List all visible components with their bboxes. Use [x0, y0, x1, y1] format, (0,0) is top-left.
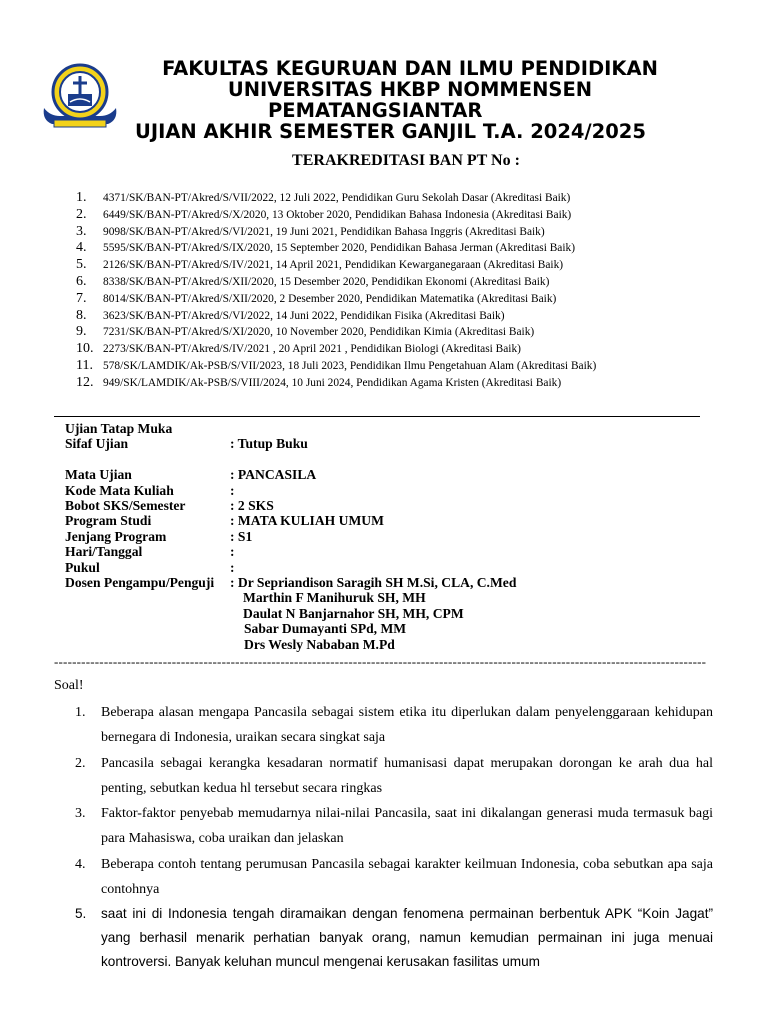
lecturer-name: Drs Wesly Nababan M.Pd	[244, 636, 395, 652]
level-value: : S1	[230, 528, 253, 544]
lecturer-name: : Dr Sepriandison Saragih SH M.Si, CLA, C.Med	[230, 574, 517, 590]
program-value: : MATA KULIAH UMUM	[230, 513, 384, 529]
accreditation-list	[76, 190, 596, 392]
question-item: 3. Faktor-faktor penyebab memudarnya nilai-nilai Pancasila, saat ini dikalangan generasi muda termasuk bagi para Mahasiswa, coba uraikan dan jelaskan	[75, 806, 713, 846]
list-item: 6. 8338/SK/BAN-PT/Akred/S/XII/2020, 15 Desember 2020, Pendidikan Ekonomi (Akreditasi Baik)	[76, 273, 550, 289]
list-item: 3. 9098/SK/BAN-PT/Akred/S/VI/2021, 19 Juni 2021, Pendidikan Bahasa Inggris (Akreditasi Baik)	[76, 223, 545, 239]
list-item: 10. 2273/SK/BAN-PT/Akred/S/IV/2021 , 20 April 2021 , Pendidikan Biologi (Akreditasi Baik)	[76, 341, 521, 357]
question-list	[75, 700, 713, 975]
list-item: 8. 3623/SK/BAN-PT/Akred/S/VI/2022, 14 Juni 2022, Pendidikan Fisika (Akreditasi Baik)	[76, 307, 505, 323]
lecturer-name: Marthin F Manihuruk SH, MH	[243, 590, 426, 606]
lecturer-name: Daulat N Banjarnahor SH, MH, CPM	[243, 605, 464, 621]
question-item: 4. Beberapa contoh tentang perumusan Pancasila sebagai karakter keilmuan Indonesia, coba sebutkan apa saja contohnya	[75, 856, 713, 897]
subject-value: : PANCASILA	[230, 467, 317, 483]
list-item: 9. 7231/SK/BAN-PT/Akred/S/XI/2020, 10 November 2020, Pendidikan Kimia (Akreditasi Baik)	[76, 324, 535, 340]
lecturer-label: Dosen Pengampu/Penguji	[65, 574, 215, 590]
credits-label: Bobot SKS/Semester	[65, 497, 186, 513]
list-item: 1. 4371/SK/BAN-PT/Akred/S/VII/2022, 12 Juli 2022, Pendidikan Guru Sekolah Dasar (Akreditasi Baik)	[76, 190, 571, 205]
question-item: 1. Beberapa alasan mengapa Pancasila sebagai sistem etika itu diperlukan dalam penyelenggaraan kehidupan bernegara di Indonesia, uraikan secara singkat saja	[75, 705, 713, 745]
faculty-name: FAKULTAS KEGURUAN DAN ILMU PENDIDIKAN	[162, 57, 658, 80]
lecturer-list	[230, 575, 516, 652]
list-item: 12. 949/SK/LAMDIK/Ak-PSB/S/VIII/2024, 10 Juni 2024, Pendidikan Agama Kristen (Akreditasi Baik)	[76, 374, 562, 390]
dashed-separator: ------------------------------------------------------------------------------------------------------------------------------------------------	[54, 654, 707, 668]
city-name: PEMATANGSIANTAR	[268, 99, 483, 122]
questions-heading: Soal!	[54, 678, 84, 693]
exam-nature-label: Sifaf Ujian	[65, 436, 129, 452]
exam-nature-value: : Tutup Buku	[230, 436, 308, 452]
date-value: :	[230, 544, 235, 560]
university-logo	[40, 58, 120, 136]
university-name: UNIVERSITAS HKBP NOMMENSEN	[227, 78, 593, 101]
list-item: 11. 578/SK/LAMDIK/Ak-PSB/S/VII/2023, 18 Juli 2023, Pendidikan Ilmu Pengetahuan Alam (Akreditasi Baik)	[76, 357, 597, 373]
time-label: Pukul	[65, 559, 100, 575]
list-item: 2. 6449/SK/BAN-PT/Akred/S/X/2020, 13 Oktober 2020, Pendidikan Bahasa Indonesia (Akreditasi Baik)	[76, 206, 572, 222]
subject-label: Mata Ujian	[65, 467, 132, 483]
time-value: :	[230, 559, 235, 575]
list-item: 5. 2126/SK/BAN-PT/Akred/S/IV/2021, 14 April 2021, Pendidikan Kewarganegaraan (Akreditasi Baik)	[76, 257, 564, 273]
lecturer-name: Sabar Dumayanti SPd, MM	[244, 621, 407, 637]
date-label: Hari/Tanggal	[65, 544, 143, 560]
question-item: 5. saat ini di Indonesia tengah diramaikan dengan fenomena permainan berbentuk APK “Koin Jagat” yang berhasil menarik perhatian banyak orang, namun kemudian permainan ini juga menuai kontroversi. Banyak keluhan muncul mengenai kerusakan fasilitas umum	[75, 906, 713, 970]
program-label: Program Studi	[65, 513, 152, 529]
list-item: 7. 8014/SK/BAN-PT/Akred/S/XII/2020, 2 Desember 2020, Pendidikan Matematika (Akreditasi Baik)	[76, 290, 557, 306]
document-header	[120, 58, 700, 142]
level-label: Jenjang Program	[65, 528, 167, 544]
exam-info	[65, 421, 516, 652]
course-code-label: Kode Mata Kuliah	[65, 482, 174, 498]
course-code-value: :	[230, 482, 235, 498]
exam-title: UJIAN AKHIR SEMESTER GANJIL T.A. 2024/2025	[135, 120, 646, 143]
question-item: 2. Pancasila sebagai kerangka kesadaran normatif humanisasi dapat merupakan dorongan ke arah dua hal penting, sebutkan kedua hl tersebut secara ringkas	[75, 755, 713, 796]
accreditation-heading: TERAKREDITASI BAN PT No :	[292, 152, 520, 169]
header-divider	[54, 416, 700, 417]
credits-value: : 2 SKS	[230, 497, 274, 513]
exam-type-label: Ujian Tatap Muka	[65, 421, 173, 436]
list-item: 4. 5595/SK/BAN-PT/Akred/S/IX/2020, 15 September 2020, Pendidikan Bahasa Jerman (Akreditasi Baik)	[76, 240, 576, 256]
